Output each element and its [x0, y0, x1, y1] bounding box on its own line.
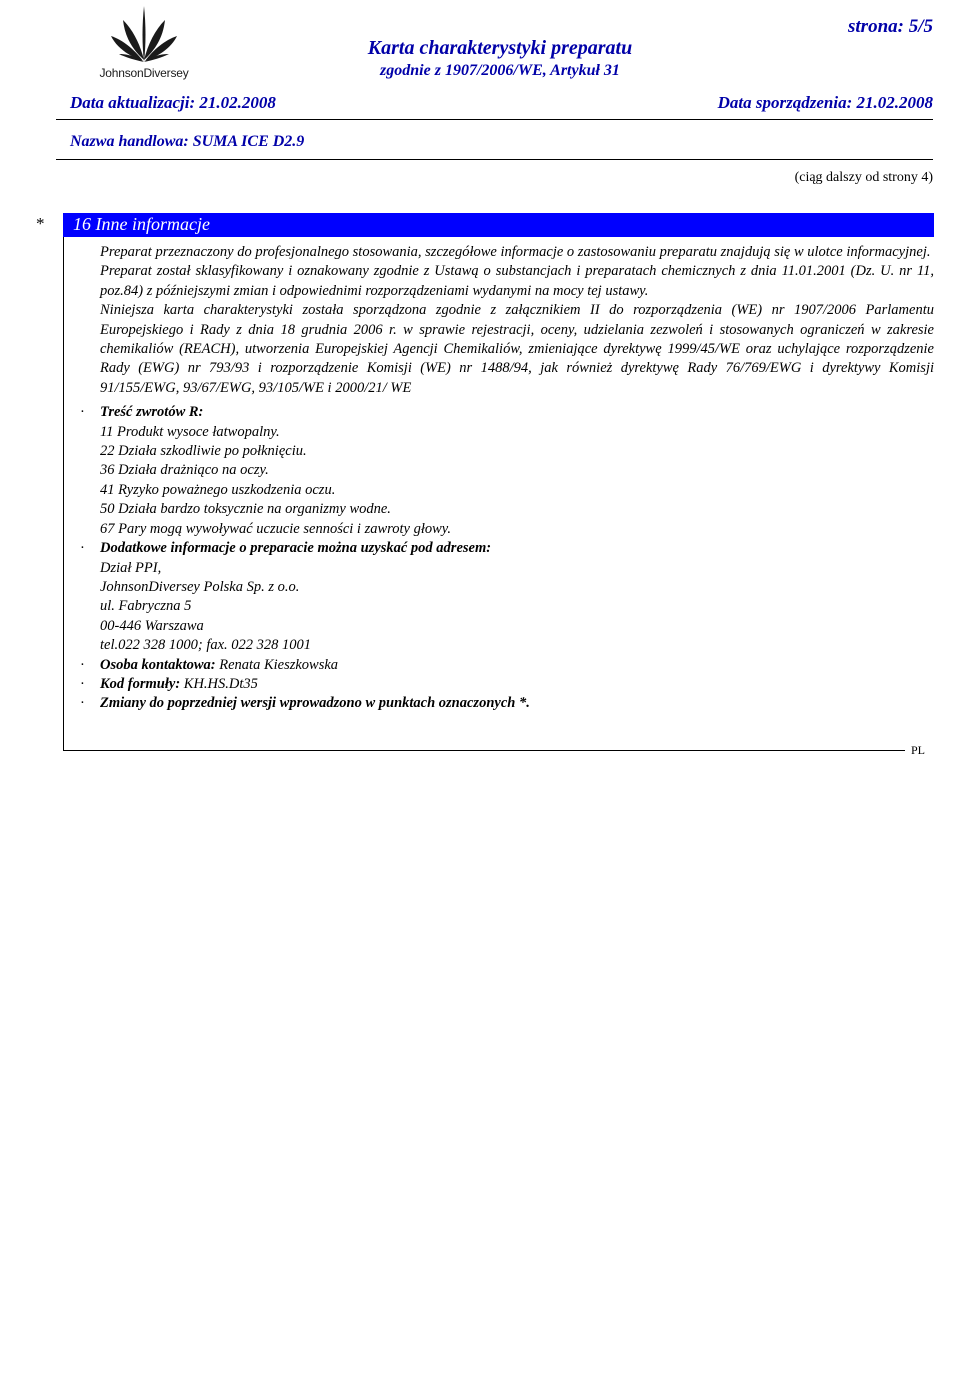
leaf-icon — [109, 4, 179, 64]
section-header — [63, 213, 934, 237]
trade-name-divider — [56, 159, 933, 160]
formula-code — [80, 675, 934, 694]
section-bottom-border — [63, 750, 905, 751]
continued-note: (ciąg dalszy od strony 4) — [794, 170, 933, 185]
r-phrase: 36 Działa drażniąco na oczy. — [100, 462, 269, 479]
r-phrases-label: Treść zwrotów R: — [100, 404, 204, 421]
section-body — [80, 243, 934, 714]
document-subtitle: zgodnie z 1907/2006/WE, Artykuł 31 — [380, 62, 620, 79]
bullet: · — [80, 656, 85, 673]
address-heading — [80, 539, 934, 558]
formula-value: KH.HS.Dt35 — [180, 675, 258, 692]
paragraph-regulation: Niniejsza karta charakterystyki została sporządzona zgodnie z załącznikiem II do rozporządzenia (WE) nr 1907/2006 Parlamentu Europejskiego i Rady z dnia 18 grudnia 2006 r. w sprawie rejestracji, oceny, udzielania zezwoleń i stosowanych ograniczeń w zakresie chemikaliów (REACH), utworzenia Europejskiej Agencji Chemikaliów, zmieniające dyrektywę 1999/45/WE oraz uchylające rozporządzenie Rady (EWG) nr 793/93 i rozporządzenie Komisji (WE) nr 1488/94, jak również dyrektywę Rady 76/769/EWG i dyrektywy Komisji 91/155/EWG, 93/67/EWG, 93/105/WE i 2000/21/ WE — [100, 302, 934, 396]
section-title: 16 Inne informacje — [73, 214, 210, 234]
bullet: · — [80, 540, 85, 557]
r-phrase: 41 Ryzyko poważnego uszkodzenia oczu. — [100, 481, 336, 498]
change-marker: * — [36, 214, 45, 233]
address-line: tel.022 328 1000; fax. 022 328 1001 — [100, 637, 312, 654]
r-phrase: 67 Pary mogą wywoływać uczucie senności i zawroty głowy. — [100, 520, 452, 537]
contact-label: Osoba kontaktowa: — [100, 656, 216, 673]
logo-wordmark: JohnsonDiversey — [99, 66, 189, 80]
trade-name: Nazwa handlowa: SUMA ICE D2.9 — [70, 133, 305, 150]
creation-date: Data sporządzenia: 21.02.2008 — [717, 93, 933, 112]
formula-label: Kod formuły: — [100, 675, 181, 692]
address-line: 00-446 Warszawa — [100, 617, 204, 634]
paragraph-classification: Preparat został sklasyfikowany i oznakowany zgodnie z Ustawą o substancjach i preparatach chemicznych z dnia 11.01.2001 (Dz. U. nr 11, poz.84) z późniejszymi zmian i odpowiednimi rozporządzeniami wydanymi na mocy tej ustawy. — [100, 263, 934, 299]
address-label: Dodatkowe informacje o preparacie można uzyskać pod adresem: — [100, 540, 492, 557]
bullet: · — [80, 675, 85, 692]
contact-person — [80, 656, 934, 675]
changes-note — [80, 694, 934, 713]
language-code: PL — [911, 743, 926, 757]
page-number: strona: 5/5 — [848, 16, 933, 37]
address-line: Dział PPI, — [100, 559, 162, 576]
r-phrase: 50 Działa bardzo toksycznie na organizmy wodne. — [100, 501, 391, 518]
paragraph-usage: Preparat przeznaczony do profesjonalnego stosowania, szczegółowe informacje o zastosowaniu preparatu znajdują się w ulotce informacyjnej. — [100, 244, 931, 260]
bullet: · — [80, 404, 85, 421]
document-title: Karta charakterystyki preparatu — [367, 37, 633, 59]
r-phrase: 22 Działa szkodliwie po połknięciu. — [100, 443, 307, 460]
r-phrase: 11 Produkt wysoce łatwopalny. — [100, 423, 280, 440]
bullet: · — [80, 695, 85, 712]
company-logo — [94, 4, 194, 82]
r-phrases-heading — [80, 403, 934, 422]
address-line: JohnsonDiversey Polska Sp. z o.o. — [100, 578, 300, 595]
changes-label: Zmiany do poprzedniej wersji wprowadzono w punktach oznaczonych *. — [100, 695, 530, 712]
contact-value: Renata Kieszkowska — [215, 656, 339, 673]
address-line: ul. Fabryczna 5 — [100, 598, 192, 615]
section-left-border — [63, 237, 64, 750]
header-divider — [56, 119, 933, 120]
update-date: Data aktualizacji: 21.02.2008 — [70, 93, 276, 112]
